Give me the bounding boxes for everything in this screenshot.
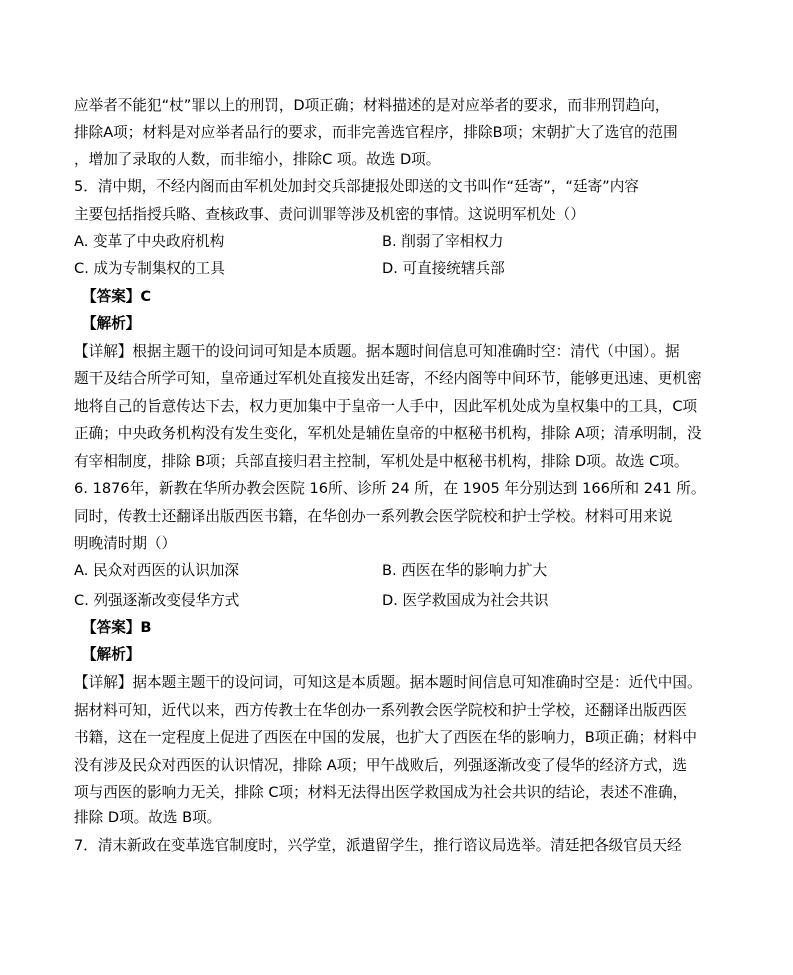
analysis-text: 地将自己的旨意传达下去，权力更加集中于皇帝一人手中，因此军机处成为皇权集中的工具，C项 — [74, 398, 698, 415]
question-stem: 5．清中期，不经内阁而由军机处加封交兵部捷报处即送的文书叫作“廷寄”，“廷寄”内容 — [74, 178, 639, 195]
analysis-text: 据材料可知，近代以来，西方传教士在华创办一系列教会医学院校和护士学校，还翻译出版西医 — [74, 702, 687, 719]
question-stem: 6. 1876年，新教在华所办教会医院 16所、诊所 24 所，在 1905 年分别达到 166所和 241 所。 — [74, 480, 706, 497]
option-c: C. 成为专制集权的工具 — [74, 260, 225, 277]
text-line: 应举者不能犯“杖”罪以上的刑罚，D项正确；材料描述的是对应举者的要求，而非刑罚趋向， — [74, 97, 670, 114]
option-d: D. 可直接统辖兵部 — [382, 260, 505, 277]
question-stem: 同时，传教士还翻译出版西医书籍，在华创办一系列教会医学院校和护士学校。材料可用来说 — [74, 508, 673, 525]
analysis-text: 排除 D项。故选 B项。 — [74, 809, 222, 826]
text-line: 排除A项；材料是对应举者品行的要求，而非完善选官程序，排除B项；宋朝扩大了选官的范围 — [74, 124, 678, 141]
analysis-text: 题干及结合所学可知，皇帝通过军机处直接发出廷寄，不经内阁等中间环节，能够更迅速、更机密 — [74, 370, 702, 387]
option-a: A. 变革了中央政府机构 — [74, 233, 225, 250]
analysis-text: 项与西医的影响力无关，排除 C项；材料无法得出医学救国成为社会共识的结论，表述不准确， — [74, 784, 688, 801]
analysis-text: 没有涉及民众对西医的认识情况，排除 A项；甲午战败后，列强逐渐改变了侵华的经济方式，选 — [74, 757, 687, 774]
analysis-text: 有宰相制度，排除 B项；兵部直接归君主控制，军机处是中枢秘书机构，排除 D项。故选 C项。 — [74, 453, 689, 470]
answer-label: 【答案】B — [82, 619, 152, 636]
option-c: C. 列强逐渐改变侵华方式 — [74, 592, 240, 609]
question-stem: 主要包括指授兵略、查核政事、责问训罪等涉及机密的事情。这说明军机处（） — [74, 206, 585, 223]
option-b: B. 西医在华的影响力扩大 — [382, 562, 548, 579]
text-line: ，增加了录取的人数，而非缩小，排除C 项。故选 D项。 — [74, 151, 441, 168]
analysis-label: 【解析】 — [82, 315, 141, 332]
analysis-label: 【解析】 — [82, 646, 141, 663]
question-stem: 7．清末新政在变革选官制度时，兴学堂，派遣留学生，推行谘议局选举。清廷把各级官员天经 — [74, 837, 682, 854]
analysis-text: 【详解】根据主题干的设问词可知是本质题。据本题时间信息可知准确时空：清代（中国）。据 — [74, 343, 680, 360]
answer-label: 【答案】C — [82, 288, 152, 305]
option-d: D. 医学救国成为社会共识 — [382, 592, 549, 609]
option-a: A. 民众对西医的认识加深 — [74, 562, 239, 579]
question-stem: 明晚清时期（） — [74, 535, 177, 552]
analysis-text: 正确；中央政务机构没有发生变化，军机处是辅佐皇帝的中枢秘书机构，排除 A项；清承明制，没 — [74, 425, 702, 442]
analysis-text: 【详解】据本题主题干的设问词，可知这是本质题。据本题时间信息可知准确时空是：近代中国。 — [74, 674, 702, 691]
analysis-text: 书籍，这在一定程度上促进了西医在中国的发展，也扩大了西医在华的影响力，B项正确；材料中 — [74, 729, 697, 746]
option-b: B. 削弱了宰相权力 — [382, 233, 504, 250]
